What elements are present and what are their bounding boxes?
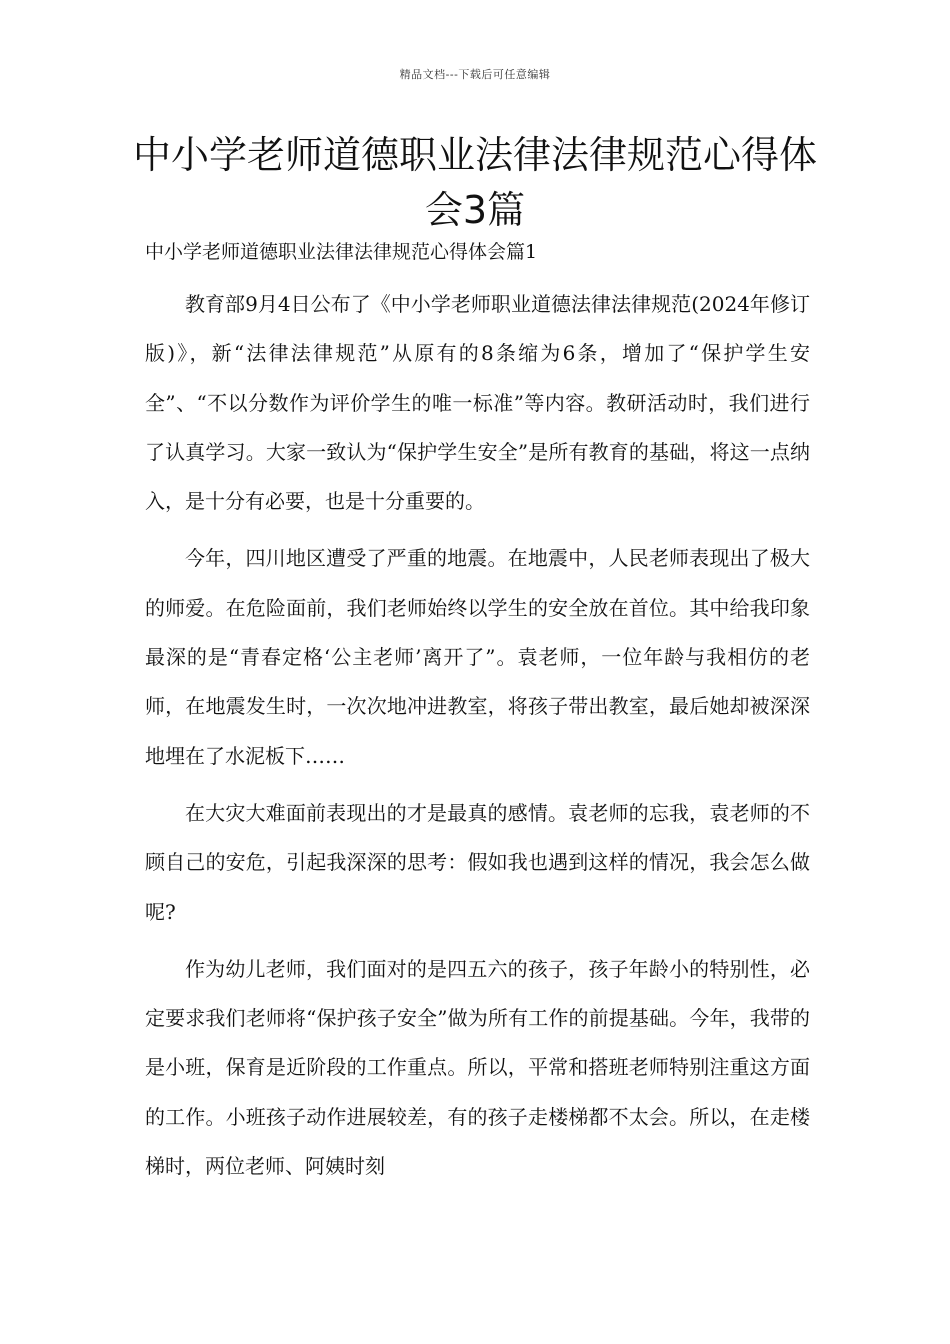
document-title: 中小学老师道德职业法律法律规范心得体会3篇 [132, 133, 817, 232]
document-body [145, 280, 810, 1199]
body-paragraph: 在大灾大难面前表现出的才是最真的感情。袁老师的忘我，袁老师的不顾自己的安危，引起我深深的思考：假如我也遇到这样的情况，我会怎么做呢? [145, 800, 810, 924]
page-header: 精品文档---下载后可任意编辑 [399, 68, 551, 81]
body-paragraph: 今年，四川地区遭受了严重的地震。在地震中，人民老师表现出了极大的师爱。在危险面前，我们老师始终以学生的安全放在首位。其中给我印象最深的是“青春定格‘公主老师’离开了”。袁老师，一位年龄与我相仿的老师，在地震发生时，一次次地冲进教室，将孩子带出教室，最后她却被深深地埋在了水泥板下…… [145, 546, 810, 768]
body-paragraph: 作为幼儿老师，我们面对的是四五六的孩子，孩子年龄小的特别性，必定要求我们老师将“保护孩子安全”做为所有工作的前提基础。今年，我带的是小班，保育是近阶段的工作重点。所以，平常和搭班老师特别注重这方面的工作。小班孩子动作进展较差，有的孩子走楼梯都不太会。所以，在走楼梯时，两位老师、阿姨时刻 [145, 956, 810, 1179]
body-paragraph: 教育部9月4日公布了《中小学老师职业道德法律法律规范(2024年修订版)》，新“法律法律规范”从原有的8条缩为6条，增加了“保护学生安全”、“不以分数作为评价学生的唯一标准”等内容。教研活动时，我们进行了认真学习。大家一致认为“保护学生安全”是所有教育的基础，将这一点纳入，是十分有必要，也是十分重要的。 [145, 292, 810, 514]
document-subtitle: 中小学老师道德职业法律法律规范心得体会篇1 [145, 241, 538, 263]
